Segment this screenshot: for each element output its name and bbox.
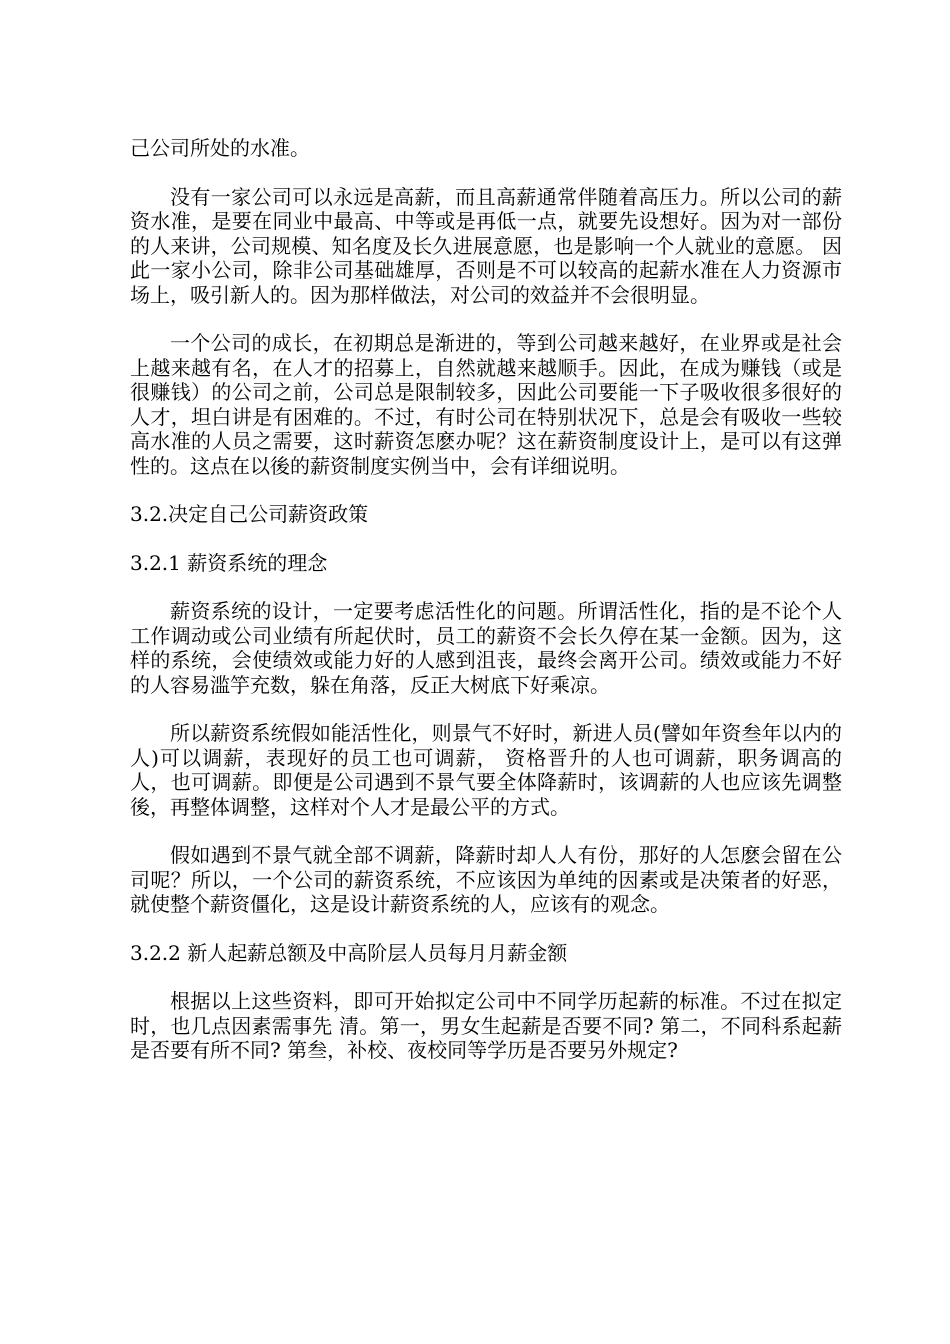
paragraph-starting-salary: 根据以上这些资料，即可开始拟定公司中不同学历起薪的标准。不过在拟定时，也几点因素需事先 清。第一，男女生起薪是否要不同? 第二，不同科系起薪是否要有所不同? 第叁，补校、夜校同等学历是否要另外规定? (130, 989, 842, 1062)
paragraph-salary-rigidity: 假如遇到不景气就全部不调薪，降薪时却人人有份，那好的人怎麽会留在公司呢？所以，一个公司的薪资系统，不应该因为单纯的因素或是决策者的好恶，就使整个薪资僵化，这是设计薪资系统的人，应该有的观念。 (130, 843, 842, 916)
document-body (130, 136, 842, 1087)
paragraph-company-growth: 一个公司的成长，在初期总是渐进的，等到公司越来越好，在业界或是社会上越来越有名，在人才的招募上，自然就越来越顺手。因此，在成为赚钱（或是很赚钱）的公司之前，公司总是限制较多，因此公司要能一下子吸收很多很好的人才，坦白讲是有困难的。不过，有时公司在特别状况下，总是会有吸收一些较高水准的人员之需要，这时薪资怎麽办呢？这在薪资制度设计上，是可以有这弹性的。这点在以後的薪资制度实例当中，会有详细说明。 (130, 331, 842, 478)
section-heading-3-2: 3.2.决定自己公司薪资政策 (130, 502, 369, 526)
paragraph-salary-adjustment: 所以薪资系统假如能活性化，则景气不好时，新进人员(譬如年资叁年以内的人)可以调薪，表现好的员工也可调薪， 资格晋升的人也可调薪，职务调高的人，也可调薪。即便是公司遇到不景气要全体降薪时，该调薪的人也应该先调整後，再整体调整，这样对个人才是最公平的方式。 (130, 721, 842, 819)
section-heading-3-2-1: 3.2.1 薪资系统的理念 (130, 550, 328, 575)
paragraph-high-salary: 没有一家公司可以永远是高薪，而且高薪通常伴随着高压力。所以公司的薪资水准，是要在同业中最高、中等或是再低一点，就要先设想好。因为对一部份的人来讲，公司规模、知名度及长久进展意愿，也是影响一个人就业的意愿。 因此一家小公司，除非公司基础雄厚，否则是不可以较高的起薪水准在人力资源市场上，吸引新人的。因为那样做法，对公司的效益并不会很明显。 (130, 184, 842, 307)
section-heading-3-2-2: 3.2.2 新人起薪总额及中高阶层人员每月月薪金额 (130, 940, 568, 965)
paragraph-salary-flexibility: 薪资系统的设计，一定要考虑活性化的问题。所谓活性化，指的是不论个人工作调动或公司业绩有所起伏时，员工的薪资不会长久停在某一金额。因为，这样的系统，会使绩效或能力好的人感到沮丧，最终会离开公司。绩效或能力不好的人容易滥竽充数，躲在角落，反正大树底下好乘凉。 (130, 599, 842, 697)
paragraph-continuation: 己公司所处的水准。 (130, 136, 310, 160)
